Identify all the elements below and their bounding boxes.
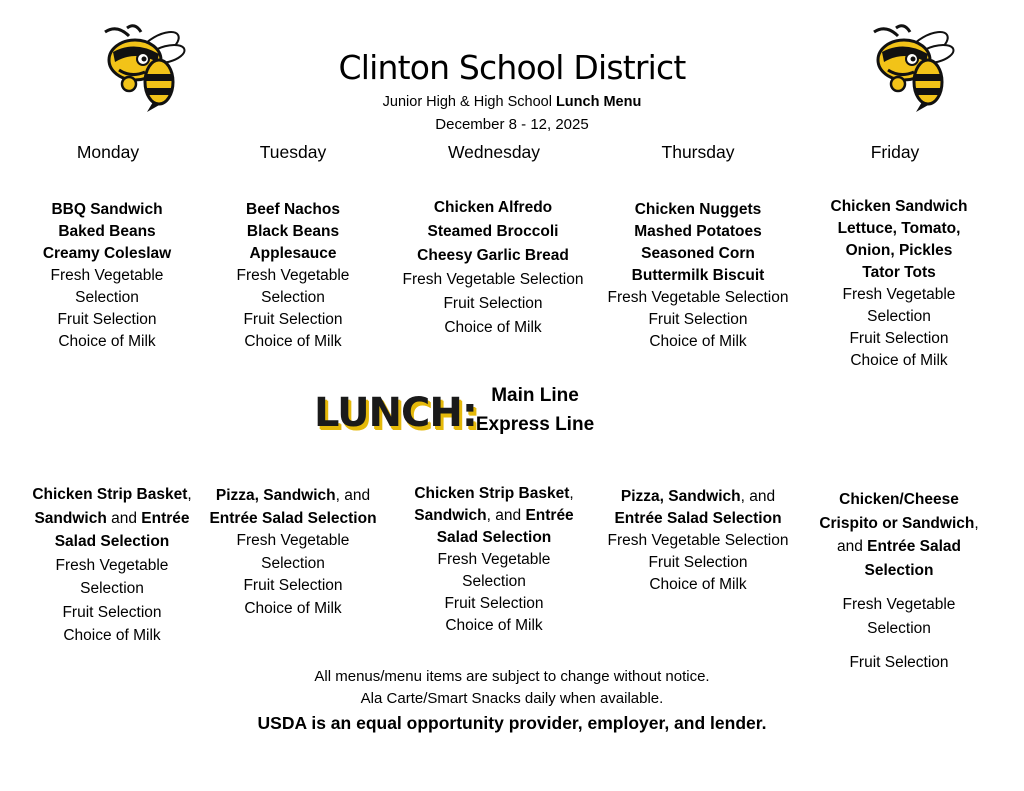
- page-subtitle: [262, 94, 762, 110]
- menu-item: Chicken/Cheese: [839, 491, 959, 508]
- menu-item: Lettuce, Tomato,: [837, 220, 961, 237]
- menu-item: Fresh Vegetable: [842, 286, 956, 303]
- day-header-wednesday: Wednesday: [447, 142, 541, 162]
- menu-item: Buttermilk Biscuit: [631, 267, 765, 284]
- menu-item: Selection: [867, 619, 931, 637]
- menu-item: Chicken Sandwich: [830, 198, 968, 215]
- express-menu-friday: [799, 488, 999, 675]
- menu-item: and Entrée Salad: [836, 538, 962, 555]
- spacer: [799, 582, 999, 593]
- menu-item: Selection: [462, 573, 526, 590]
- menu-item: Selection: [261, 554, 325, 572]
- menu-item: Choice of Milk: [445, 617, 543, 634]
- date-range: December 8 - 12, 2025: [435, 116, 589, 133]
- main-menu-friday: [799, 196, 999, 372]
- menu-item: Fresh Vegetable: [236, 267, 350, 284]
- menu-item: Beef Nachos: [246, 201, 340, 218]
- main-menu-tuesday: [193, 199, 393, 353]
- menu-item: Fruit Selection: [57, 311, 157, 328]
- menu-item: Choice of Milk: [244, 599, 342, 617]
- menu-item: Chicken Strip Basket,: [414, 485, 574, 502]
- main-menu-wednesday: [383, 196, 603, 340]
- menu-item: Fruit Selection: [62, 603, 162, 621]
- express-menu-thursday: [588, 486, 808, 596]
- main-menu-monday: [7, 199, 207, 353]
- footer-notes: [212, 666, 812, 710]
- menu-item: Chicken Alfredo: [433, 199, 553, 216]
- menu-item: Fresh Vegetable Selection: [402, 271, 584, 288]
- express-line-label: Express Line: [475, 414, 595, 435]
- menu-item: Creamy Coleslaw: [42, 245, 172, 262]
- day-header-tuesday: Tuesday: [259, 142, 327, 162]
- menu-item: Fresh Vegetable: [437, 551, 551, 568]
- menu-item: Pizza, Sandwich, and: [620, 488, 776, 505]
- menu-item: Fresh Vegetable: [55, 556, 169, 574]
- menu-item: Cheesy Garlic Bread: [417, 247, 569, 264]
- bee-mascot-right-icon: [866, 22, 962, 114]
- menu-item: Crispito or Sandwich,: [819, 514, 979, 532]
- main-menu-thursday: [588, 199, 808, 353]
- menu-item: Mashed Potatoes: [634, 223, 762, 240]
- menu-item: Fresh Vegetable Selection: [607, 532, 789, 549]
- menu-item: Fruit Selection: [443, 295, 543, 312]
- footer-note: All menus/menu items are subject to change without notice.: [314, 668, 710, 685]
- menu-item: Black Beans: [246, 223, 340, 240]
- menu-item: Selection: [864, 561, 934, 579]
- menu-item: Fresh Vegetable: [236, 532, 350, 549]
- menu-item: Chicken Strip Basket,: [32, 486, 192, 503]
- menu-item: Choice of Milk: [850, 352, 948, 369]
- bee-mascot-left-icon: [97, 22, 193, 114]
- menu-item: Fruit Selection: [243, 311, 343, 328]
- menu-item: Onion, Pickles: [845, 242, 953, 259]
- menu-item: Choice of Milk: [63, 627, 161, 644]
- menu-item: Selection: [261, 289, 325, 306]
- menu-item: Choice of Milk: [649, 333, 747, 350]
- menu-item: Fruit Selection: [849, 330, 949, 347]
- menu-item: Choice of Milk: [649, 576, 747, 593]
- express-menu-monday: [12, 483, 212, 648]
- menu-item: Sandwich, and Entrée: [414, 507, 574, 524]
- usda-statement: USDA is an equal opportunity provider, employer, and lender.: [257, 713, 767, 733]
- footer-note: Ala Carte/Smart Snacks daily when available.: [360, 690, 664, 707]
- menu-item: Choice of Milk: [244, 333, 342, 350]
- menu-item: Seasoned Corn: [641, 245, 755, 262]
- menu-item: Fruit Selection: [444, 595, 544, 612]
- day-header-monday: Monday: [76, 142, 140, 162]
- menu-item: Selection: [867, 308, 931, 325]
- day-header-thursday: Thursday: [661, 142, 735, 162]
- spacer: [799, 640, 999, 651]
- menu-item: Entrée Salad Selection: [614, 510, 782, 527]
- menu-item: Choice of Milk: [444, 319, 542, 336]
- menu-item: Selection: [75, 289, 139, 306]
- lunch-banner: LUNCH:: [314, 390, 477, 436]
- menu-item: Salad Selection: [436, 529, 552, 546]
- menu-item: Fruit Selection: [243, 577, 343, 594]
- menu-item: Salad Selection: [54, 533, 170, 550]
- menu-item: Fresh Vegetable: [842, 596, 956, 613]
- day-header-friday: Friday: [870, 142, 920, 162]
- express-menu-wednesday: [394, 483, 594, 637]
- menu-item: Choice of Milk: [58, 333, 156, 350]
- menu-item: Entrée Salad Selection: [209, 509, 377, 527]
- menu-item: Baked Beans: [58, 223, 156, 240]
- menu-item: Fresh Vegetable: [50, 267, 164, 284]
- main-line-label: Main Line: [491, 385, 579, 406]
- menu-item: Fresh Vegetable Selection: [607, 289, 789, 306]
- page-title: Clinton School District: [338, 48, 686, 87]
- menu-item: Fruit Selection: [849, 654, 949, 671]
- menu-item: BBQ Sandwich: [51, 201, 163, 218]
- menu-item: Sandwich and Entrée: [34, 509, 190, 527]
- menu-item: Chicken Nuggets: [634, 201, 762, 218]
- menu-item: Tator Tots: [862, 264, 936, 281]
- menu-item: Fruit Selection: [648, 554, 748, 571]
- express-menu-tuesday: [193, 485, 393, 620]
- subtitle-prefix: Junior High & High School: [382, 94, 556, 110]
- menu-item: Fruit Selection: [648, 311, 748, 328]
- menu-item: Steamed Broccoli: [427, 223, 559, 240]
- subtitle-bold: Lunch Menu: [555, 94, 642, 110]
- menu-item: Applesauce: [249, 245, 337, 262]
- menu-item: Pizza, Sandwich, and: [215, 487, 371, 504]
- menu-item: Selection: [80, 580, 144, 597]
